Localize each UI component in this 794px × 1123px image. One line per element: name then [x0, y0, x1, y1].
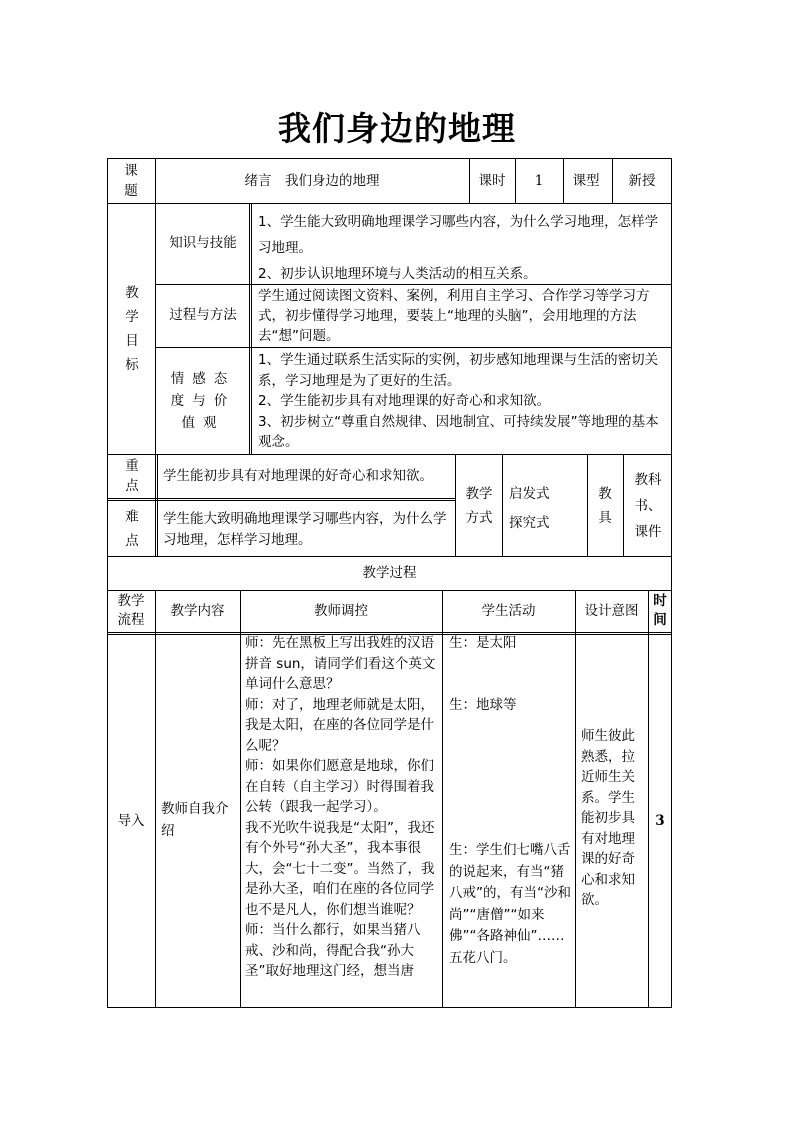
- type-value: 新授: [628, 172, 656, 189]
- objective-name-process: 过程与方法: [169, 307, 237, 323]
- objective-text-attitude: 1、学生通过联系生活实际的实例，初步感知地理课与生活的密切关系，学习地理是为了更好的生活。 2、学生能初步具有对地理课的好奇心和求知欲。 3、初步树立“尊重自然规律、因地制宜、可持续发展”等地理的基本观念。: [258, 352, 659, 450]
- method-list: [509, 480, 585, 540]
- col-header-student: 学生活动: [481, 602, 536, 619]
- col-header-intent: 设计意图: [584, 602, 639, 619]
- row-student-2: 生：地球等: [449, 697, 517, 713]
- hours-value: 1: [534, 172, 544, 189]
- row-flow: 导入: [117, 812, 145, 829]
- method-item: 探究式: [509, 515, 550, 531]
- key-label: 重点: [125, 458, 139, 494]
- topic-value: 绪言 我们身边的地理: [244, 172, 380, 189]
- page-title: 我们身边的地理: [278, 109, 516, 148]
- topic-label: 课题: [124, 163, 138, 199]
- row-content: 教师自我介绍: [161, 801, 229, 839]
- row-intent: 师生彼此熟悉，拉近师生关系。学生能初步具有对地理课的好奇心和求知欲。: [581, 728, 635, 908]
- row-student-3: 生：学生们七嘴八舌的说起来，有当“猪八戒”的，有当“沙和尚”“唐僧”“如来佛”“各路神仙”……五花八门。: [449, 842, 571, 966]
- tools-value: 教科书、课件: [634, 471, 662, 540]
- process-section-label: 教学过程: [362, 565, 417, 581]
- type-label: 课型: [572, 173, 600, 189]
- col-header-time: 时间: [653, 593, 667, 628]
- col-header-teacher: 教师调控: [314, 602, 368, 619]
- tools-label: 教具: [598, 485, 612, 526]
- objective-text-process: 学生通过阅读图文资料、案例，利用自主学习、合作学习等学习方式，初步懂得学习地理，要装上“地理的头脑”，会用地理的方法去“想”问题。: [258, 288, 650, 344]
- row-teacher: 师：先在黑板上写出我姓的汉语拼音 sun，请同学们看这个英文单词什么意思？ 师：对了，地理老师就是太阳，我是太阳，在座的各位同学是什么呢？ 师：如果你们愿意是地球，你们在自转（自主学习）时得围着我公转（跟我一起学习）。 我不光吹牛说我是“太阳”，我还有个外号“孙大圣”，我本事很大，会“七十二变”。当然了，我是孙大圣，咱们在座的各位同学也不是凡人，你们想当谁呢？ 师：当什么都行，如果当猪八戒、沙和尚，得配合我“孙大圣”取好地理这门经，想当唐: [245, 635, 436, 979]
- hours-label: 课时: [478, 173, 506, 189]
- objective-text-knowledge: 1、学生能大致明确地理课学习哪些内容，为什么学习地理，怎样学习地理。 2、初步认识地理环境与人类活动的相互关系。: [258, 214, 659, 282]
- row-time: 3: [655, 812, 665, 829]
- difficulty-label: 难点: [125, 509, 139, 549]
- method-label: 教学方式: [465, 485, 493, 526]
- col-header-content: 教学内容: [170, 602, 225, 619]
- col-header-flow: 教学流程: [117, 593, 145, 628]
- method-item: 启发式: [509, 486, 550, 502]
- objectives-label: 教学目标: [125, 285, 139, 373]
- objective-name-attitude: 情感态度与价值观: [170, 371, 236, 431]
- row-student-1: 生：是太阳: [449, 635, 517, 651]
- objective-name-knowledge: 知识与技能: [169, 235, 237, 251]
- difficulty-text: 学生能大致明确地理课学习哪些内容，为什么学习地理，怎样学习地理。: [163, 511, 447, 548]
- key-text: 学生能初步具有对地理课的好奇心和求知欲。: [163, 468, 433, 484]
